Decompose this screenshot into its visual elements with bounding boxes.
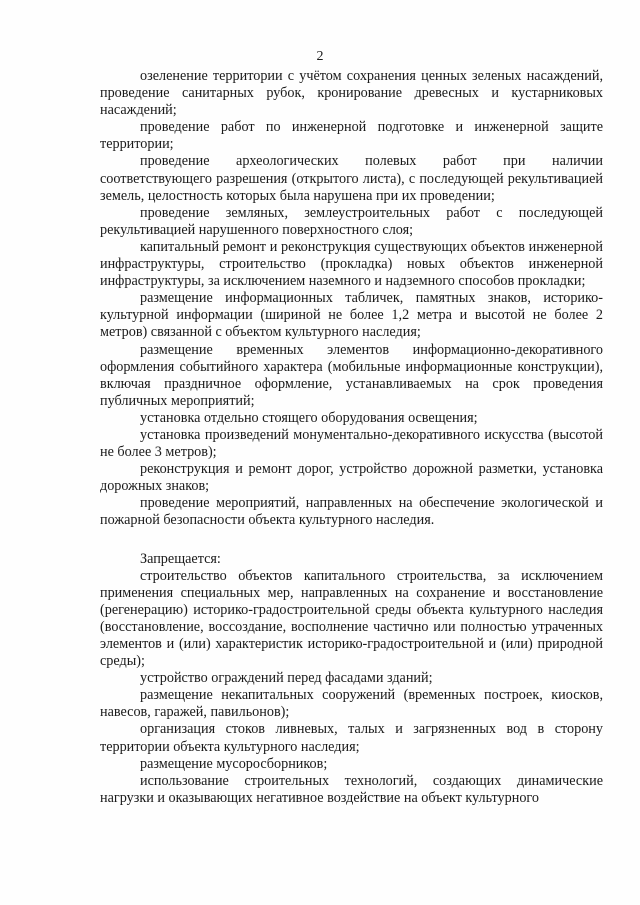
prohibited-item: размещение некапитальных сооружений (временных построек, киосков, навесов, гаражей, павильонов); bbox=[100, 687, 603, 721]
prohibited-heading: Запрещается: bbox=[140, 550, 221, 567]
prohibited-item: строительство объектов капитального строительства, за исключением применения специальных мер, направленных на сохранение и восстановление (регенерацию) историко-градостроительной среды объекта культурного наследия (восстановление, воссоздание, восполнение частично или полностью утраченных элементов и (или) характеристик историко-градостроительной и (или) природной среды); bbox=[100, 567, 603, 670]
allowed-item: установка отдельно стоящего оборудования освещения; bbox=[140, 409, 478, 426]
page-number: 2 bbox=[316, 49, 324, 64]
allowed-item: проведение работ по инженерной подготовке и инженерной защите территории; bbox=[100, 119, 603, 153]
prohibited-item: использование строительных технологий, создающих динамические нагрузки и оказывающих негативное воздействие на объект культурного bbox=[100, 772, 603, 806]
prohibited-item: устройство ограждений перед фасадами зданий; bbox=[140, 670, 433, 687]
allowed-item: размещение информационных табличек, памятных знаков, историко-культурной информации (шириной не более 1,2 метра и высотой не более 2 метров) связанной с объектом культурного наследия; bbox=[100, 290, 603, 341]
allowed-item: проведение мероприятий, направленных на обеспечение экологической и пожарной безопасности объекта культурного наследия. bbox=[100, 495, 603, 529]
allowed-item: установка произведений монументально-декоративного искусства (высотой не более 3 метров); bbox=[100, 426, 603, 461]
allowed-item: капитальный ремонт и реконструкция существующих объектов инженерной инфраструктуры, строительство (прокладка) новых объектов инженерной инфраструктуры, за исключением наземного и надземного способов прокладки; bbox=[100, 238, 603, 290]
allowed-item: реконструкция и ремонт дорог, устройство дорожной разметки, установка дорожных знаков; bbox=[100, 461, 603, 495]
prohibited-item: организация стоков ливневых, талых и загрязненных вод в сторону территории объекта культурного наследия; bbox=[100, 721, 603, 755]
allowed-item: размещение временных элементов информационно-декоративного оформления событийного характера (мобильные информационные конструкции), включая праздничное оформление, устанавливаемых на срок проведения публичных мероприятий; bbox=[100, 341, 603, 409]
allowed-item: проведение земляных, землеустроительных работ с последующей рекультивацией нарушенного поверхностного слоя; bbox=[100, 204, 603, 238]
allowed-item: озеленение территории с учётом сохранения ценных зеленых насаждений, проведение санитарных рубок, кронирование древесных и кустарниковых насаждений; bbox=[100, 68, 603, 119]
document-body bbox=[100, 68, 603, 807]
prohibited-item: размещение мусоросборников; bbox=[140, 755, 328, 772]
allowed-item: проведение археологических полевых работ при наличии соответствующего разрешения (открытого листа), с последующей рекультивацией земель, целостность которых была нарушена при их проведении; bbox=[100, 153, 603, 204]
